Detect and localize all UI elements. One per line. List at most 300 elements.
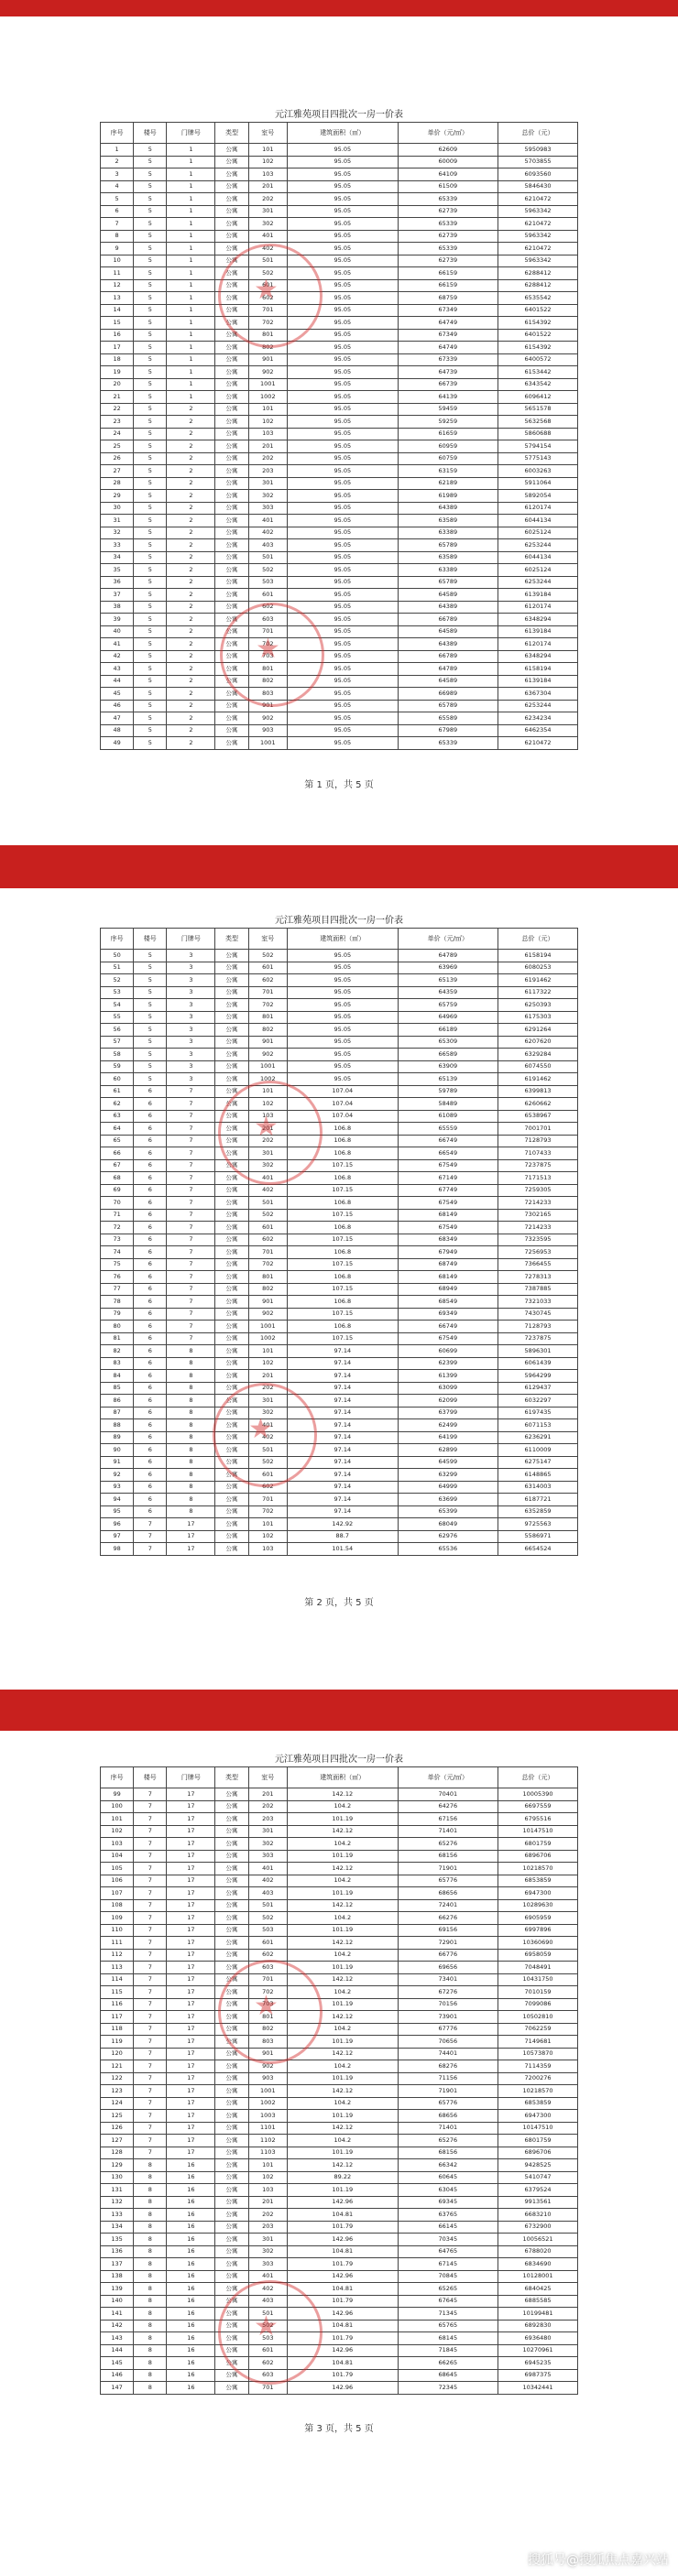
table-cell: 公寓 [215, 1258, 248, 1271]
table-cell: 公寓 [215, 304, 248, 317]
table-cell: 8 [167, 1370, 215, 1383]
table-cell: 7 [134, 2110, 167, 2123]
table-cell: 公寓 [215, 724, 248, 737]
table-cell: 6275147 [498, 1456, 578, 1469]
table-cell: 2 [167, 700, 215, 712]
column-header: 建筑面积（㎡） [287, 123, 398, 144]
table-cell: 59259 [398, 416, 498, 429]
table-row [101, 1321, 578, 1333]
table-cell: 17 [167, 1838, 215, 1851]
table-cell: 119 [101, 2036, 134, 2049]
table-cell: 7256953 [498, 1246, 578, 1259]
column-header: 总价（元） [498, 123, 578, 144]
table-cell: 95.05 [287, 317, 398, 330]
table-cell: 101 [248, 144, 287, 157]
table-cell: 6400572 [498, 353, 578, 366]
table-cell: 7237875 [498, 1332, 578, 1345]
table-cell: 69656 [398, 1962, 498, 1974]
table-cell: 6 [134, 1456, 167, 1469]
table-cell: 97.14 [287, 1469, 398, 1482]
table-cell: 72901 [398, 1937, 498, 1950]
table-cell: 8 [167, 1505, 215, 1518]
table-row [101, 292, 578, 305]
table-cell: 6401522 [498, 329, 578, 342]
table-cell: 公寓 [215, 1395, 248, 1408]
table-cell: 702 [248, 999, 287, 1012]
table-cell: 6 [134, 1222, 167, 1234]
table-cell: 104.2 [287, 1838, 398, 1851]
table-cell: 802 [248, 1024, 287, 1037]
table-cell: 17 [167, 1825, 215, 1838]
table-cell: 104.2 [287, 2135, 398, 2147]
table-cell: 101.19 [287, 1887, 398, 1900]
table-cell: 17 [167, 1875, 215, 1887]
table-cell: 2 [167, 601, 215, 614]
table-cell: 7 [167, 1246, 215, 1259]
table-cell: 142.12 [287, 1937, 398, 1950]
table-cell: 95.05 [287, 1024, 398, 1037]
table-cell: 142.12 [287, 2085, 398, 2098]
table-row [101, 614, 578, 626]
table-cell: 66159 [398, 267, 498, 280]
table-cell: 502 [248, 1912, 287, 1925]
table-cell: 公寓 [215, 440, 248, 453]
table-cell: 公寓 [215, 502, 248, 515]
table-cell: 公寓 [215, 737, 248, 750]
table-cell: 101.19 [287, 1850, 398, 1863]
table-cell: 95.05 [287, 452, 398, 465]
table-cell: 5 [101, 193, 134, 206]
table-cell: 公寓 [215, 1800, 248, 1813]
table-cell: 公寓 [215, 1962, 248, 1974]
table-cell: 7366455 [498, 1258, 578, 1271]
table-cell: 公寓 [215, 986, 248, 999]
table-row [101, 2196, 578, 2209]
table-cell: 37 [101, 589, 134, 602]
table-cell: 17 [167, 1924, 215, 1937]
table-cell: 101.79 [287, 2369, 398, 2382]
table-cell: 65789 [398, 700, 498, 712]
table-cell: 5 [134, 366, 167, 379]
table-cell: 97 [101, 1530, 134, 1543]
table-cell: 68549 [398, 1296, 498, 1309]
table-cell: 公寓 [215, 1788, 248, 1801]
table-cell: 公寓 [215, 1494, 248, 1506]
table-cell: 101.19 [287, 2110, 398, 2123]
table-cell: 62739 [398, 230, 498, 243]
table-cell: 303 [248, 1850, 287, 1863]
table-cell: 5 [134, 342, 167, 354]
table-cell: 63909 [398, 1060, 498, 1073]
table-cell: 8 [167, 1469, 215, 1482]
table-cell: 公寓 [215, 168, 248, 181]
table-cell: 6379524 [498, 2184, 578, 2197]
table-cell: 2 [167, 428, 215, 440]
table-cell: 23 [101, 416, 134, 429]
table-cell: 104.2 [287, 2023, 398, 2036]
table-cell: 1 [167, 230, 215, 243]
table-cell: 7001701 [498, 1123, 578, 1136]
table-cell: 901 [248, 2048, 287, 2060]
table-cell: 125 [101, 2110, 134, 2123]
table-cell: 117 [101, 2011, 134, 2024]
table-cell: 1 [167, 342, 215, 354]
table-cell: 58 [101, 1049, 134, 1061]
table-cell: 7062259 [498, 2023, 578, 2036]
table-cell: 65339 [398, 737, 498, 750]
table-cell: 102 [248, 1357, 287, 1370]
table-cell: 401 [248, 1863, 287, 1875]
table-cell: 66159 [398, 279, 498, 292]
table-cell: 6158194 [498, 663, 578, 676]
table-cell: 7 [134, 1973, 167, 1986]
table-cell: 7321033 [498, 1296, 578, 1309]
table-cell: 4 [101, 180, 134, 193]
table-cell: 17 [167, 2023, 215, 2036]
table-cell: 16 [167, 2159, 215, 2172]
table-cell: 64739 [398, 366, 498, 379]
table-cell: 67749 [398, 1184, 498, 1197]
table-cell: 73401 [398, 1973, 498, 1986]
table-row [101, 378, 578, 391]
table-cell: 111 [101, 1937, 134, 1950]
table-cell: 53 [101, 986, 134, 999]
table-cell: 7 [167, 1271, 215, 1284]
table-cell: 101 [248, 1085, 287, 1098]
table-cell: 71901 [398, 1863, 498, 1875]
table-cell: 66276 [398, 1912, 498, 1925]
table-cell: 6253244 [498, 700, 578, 712]
table-cell: 1002 [248, 1073, 287, 1086]
table-cell: 65765 [398, 2320, 498, 2332]
table-cell: 67989 [398, 724, 498, 737]
page-footer: 第 3 页，共 5 页 [304, 2423, 374, 2434]
table-cell: 601 [248, 2344, 287, 2357]
table-cell: 55 [101, 1011, 134, 1024]
table-cell: 7 [134, 1875, 167, 1887]
table-cell: 95.05 [287, 490, 398, 503]
table-cell: 301 [248, 2234, 287, 2246]
table-cell: 6044134 [498, 551, 578, 564]
table-cell: 7 [134, 2048, 167, 2060]
table-cell: 65276 [398, 1838, 498, 1851]
table-cell: 公寓 [215, 366, 248, 379]
table-cell: 95.05 [287, 440, 398, 453]
table-cell: 2 [167, 663, 215, 676]
table-cell: 5 [134, 601, 167, 614]
table-cell: 公寓 [215, 255, 248, 267]
table-cell: 6958059 [498, 1949, 578, 1962]
table-cell: 902 [248, 366, 287, 379]
table-cell: 6314003 [498, 1481, 578, 1494]
table-cell: 104.81 [287, 2320, 398, 2332]
table-row [101, 428, 578, 440]
table-cell: 公寓 [215, 1184, 248, 1197]
table-cell: 68149 [398, 1209, 498, 1222]
table-cell: 302 [248, 2245, 287, 2258]
table-cell: 95.05 [287, 950, 398, 962]
table-cell: 401 [248, 2270, 287, 2283]
table-cell: 公寓 [215, 2097, 248, 2110]
table-cell: 503 [248, 2332, 287, 2345]
table-cell: 公寓 [215, 292, 248, 305]
table-cell: 401 [248, 230, 287, 243]
table-row [101, 267, 578, 280]
table-cell: 8 [134, 2184, 167, 2197]
table-cell: 2 [167, 638, 215, 651]
table-cell: 公寓 [215, 1147, 248, 1160]
table-cell: 101.19 [287, 2147, 398, 2159]
table-cell: 66342 [398, 2159, 498, 2172]
table-row [101, 1912, 578, 1925]
table-cell: 16 [167, 2344, 215, 2357]
table-cell: 68149 [398, 1271, 498, 1284]
table-cell: 68 [101, 1172, 134, 1185]
table-cell: 902 [248, 1308, 287, 1321]
table-cell: 7 [134, 2023, 167, 2036]
table-cell: 5794154 [498, 440, 578, 453]
table-cell: 5 [134, 614, 167, 626]
table-cell: 46 [101, 700, 134, 712]
table-cell: 6 [134, 1209, 167, 1222]
table-cell: 64749 [398, 317, 498, 330]
table-body [101, 950, 578, 1556]
table-cell: 65139 [398, 1073, 498, 1086]
table-cell: 8 [167, 1481, 215, 1494]
table-cell: 402 [248, 527, 287, 539]
table-cell: 6210472 [498, 737, 578, 750]
table-row [101, 1813, 578, 1826]
table-header-row [101, 929, 578, 950]
table-cell: 公寓 [215, 1172, 248, 1185]
table-cell: 103 [248, 2184, 287, 2197]
table-cell: 17 [167, 1850, 215, 1863]
table-cell: 301 [248, 205, 287, 218]
table-cell: 5963342 [498, 205, 578, 218]
table-cell: 5 [134, 950, 167, 962]
table-cell: 8 [167, 1357, 215, 1370]
table-cell: 6 [134, 1159, 167, 1172]
table-cell: 903 [248, 724, 287, 737]
table-cell: 8 [167, 1456, 215, 1469]
table-cell: 601 [248, 279, 287, 292]
table-row [101, 1098, 578, 1111]
table-cell: 公寓 [215, 329, 248, 342]
table-cell: 121 [101, 2060, 134, 2073]
table-row [101, 1481, 578, 1494]
table-cell: 101.79 [287, 2332, 398, 2345]
table-cell: 301 [248, 1825, 287, 1838]
table-cell: 公寓 [215, 1308, 248, 1321]
table-cell: 61399 [398, 1370, 498, 1383]
table-cell: 30 [101, 502, 134, 515]
table-cell: 701 [248, 986, 287, 999]
table-cell: 89.22 [287, 2171, 398, 2184]
table-cell: 17 [167, 2147, 215, 2159]
table-cell: 501 [248, 1444, 287, 1457]
table-cell: 公寓 [215, 1060, 248, 1073]
table-cell: 公寓 [215, 1543, 248, 1556]
table-row [101, 2283, 578, 2296]
table-cell: 142.96 [287, 2382, 398, 2395]
table-cell: 7 [167, 1085, 215, 1098]
table-cell: 58489 [398, 1098, 498, 1111]
table-cell: 10199481 [498, 2308, 578, 2321]
table-cell: 65589 [398, 712, 498, 725]
table-cell: 公寓 [215, 230, 248, 243]
table-row [101, 1431, 578, 1444]
table-cell: 302 [248, 490, 287, 503]
table-cell: 8 [134, 2295, 167, 2308]
table-cell: 66776 [398, 1949, 498, 1962]
table-cell: 95.05 [287, 962, 398, 974]
table-cell: 5 [134, 490, 167, 503]
table-cell: 142.12 [287, 1788, 398, 1801]
table-cell: 32 [101, 527, 134, 539]
table-cell: 8 [134, 2308, 167, 2321]
table-cell: 3 [167, 974, 215, 987]
table-row [101, 950, 578, 962]
table-cell: 公寓 [215, 144, 248, 157]
table-cell: 5651578 [498, 403, 578, 416]
table-cell: 2 [167, 564, 215, 577]
table-cell: 63765 [398, 2209, 498, 2222]
table-cell: 83 [101, 1357, 134, 1370]
table-cell: 142.12 [287, 2159, 398, 2172]
table-cell: 86 [101, 1395, 134, 1408]
table-row [101, 1518, 578, 1531]
table-cell: 38 [101, 601, 134, 614]
table-cell: 17 [167, 2135, 215, 2147]
table-cell: 106.8 [287, 1135, 398, 1147]
table-cell: 104.81 [287, 2283, 398, 2296]
table-cell: 1 [167, 329, 215, 342]
table-row [101, 589, 578, 602]
table-cell: 5 [134, 180, 167, 193]
table-cell: 公寓 [215, 1036, 248, 1049]
table-cell: 95.05 [287, 205, 398, 218]
table-cell: 公寓 [215, 576, 248, 589]
table-cell: 14 [101, 304, 134, 317]
table-cell: 10128001 [498, 2270, 578, 2283]
table-cell: 2 [167, 724, 215, 737]
table-row [101, 1788, 578, 1801]
table-cell: 7200276 [498, 2072, 578, 2085]
table-row [101, 1110, 578, 1123]
table-cell: 公寓 [215, 2209, 248, 2222]
table-cell: 64789 [398, 663, 498, 676]
table-cell: 65339 [398, 243, 498, 255]
table-row [101, 1863, 578, 1875]
table-cell: 1002 [248, 1332, 287, 1345]
table-cell: 公寓 [215, 342, 248, 354]
table-cell: 107.15 [287, 1283, 398, 1296]
table-cell: 67276 [398, 1986, 498, 1999]
table-cell: 145 [101, 2357, 134, 2370]
table-cell: 106.8 [287, 1222, 398, 1234]
table-cell: 6367304 [498, 688, 578, 701]
table-cell: 6291264 [498, 1024, 578, 1037]
table-cell: 95.05 [287, 551, 398, 564]
table-cell: 67776 [398, 2023, 498, 2036]
column-header: 类型 [215, 1767, 248, 1788]
table-cell: 103 [248, 428, 287, 440]
table-cell: 5 [134, 576, 167, 589]
table-cell: 65789 [398, 539, 498, 552]
table-cell: 63389 [398, 527, 498, 539]
table-cell: 63589 [398, 551, 498, 564]
table-cell: 41 [101, 638, 134, 651]
table-cell: 95.05 [287, 1011, 398, 1024]
table-cell: 142.12 [287, 1973, 398, 1986]
table-cell: 1 [167, 353, 215, 366]
table-cell: 902 [248, 712, 287, 725]
table-cell: 603 [248, 1962, 287, 1974]
table-cell: 101 [248, 1345, 287, 1358]
table-cell: 5 [134, 551, 167, 564]
table-cell: 公寓 [215, 2234, 248, 2246]
table-row [101, 1407, 578, 1419]
table-row [101, 2209, 578, 2222]
table-cell: 3 [167, 962, 215, 974]
table-cell: 6 [134, 1395, 167, 1408]
table-cell: 16 [167, 2332, 215, 2345]
table-cell: 95.05 [287, 218, 398, 231]
table-cell: 2 [167, 403, 215, 416]
table-cell: 2 [167, 515, 215, 527]
table-row [101, 2085, 578, 2098]
table-cell: 10147510 [498, 2122, 578, 2135]
table-cell: 6892830 [498, 2320, 578, 2332]
table-cell: 7 [134, 1924, 167, 1937]
table-row [101, 1875, 578, 1887]
table-cell: 68349 [398, 1234, 498, 1246]
table-cell: 6945235 [498, 2357, 578, 2370]
table-cell: 17 [167, 2122, 215, 2135]
table-cell: 5410747 [498, 2171, 578, 2184]
table-row [101, 2072, 578, 2085]
table-cell: 17 [167, 1912, 215, 1925]
table-cell: 7 [167, 1172, 215, 1185]
table-cell: 107.15 [287, 1258, 398, 1271]
table-cell: 7 [134, 1518, 167, 1531]
table-cell: 5 [134, 999, 167, 1012]
table-cell: 7107433 [498, 1147, 578, 1160]
table-cell: 17 [167, 1962, 215, 1974]
table-cell: 公寓 [215, 700, 248, 712]
table-cell: 5 [134, 428, 167, 440]
table-cell: 142.96 [287, 2270, 398, 2283]
table-cell: 68276 [398, 2060, 498, 2073]
table-cell: 602 [248, 292, 287, 305]
table-row [101, 1197, 578, 1210]
table-cell: 603 [248, 2369, 287, 2382]
table-row [101, 1234, 578, 1246]
table-cell: 68145 [398, 2332, 498, 2345]
table-row [101, 1419, 578, 1432]
table-cell: 7 [134, 2011, 167, 2024]
table-cell: 17 [167, 1788, 215, 1801]
table-row [101, 180, 578, 193]
table-cell: 7430745 [498, 1308, 578, 1321]
table-cell: 67349 [398, 304, 498, 317]
table-cell: 801 [248, 663, 287, 676]
table-cell: 901 [248, 1036, 287, 1049]
table-cell: 702 [248, 1258, 287, 1271]
table-cell: 5 [134, 688, 167, 701]
table-cell: 公寓 [215, 974, 248, 987]
table-cell: 公寓 [215, 1011, 248, 1024]
